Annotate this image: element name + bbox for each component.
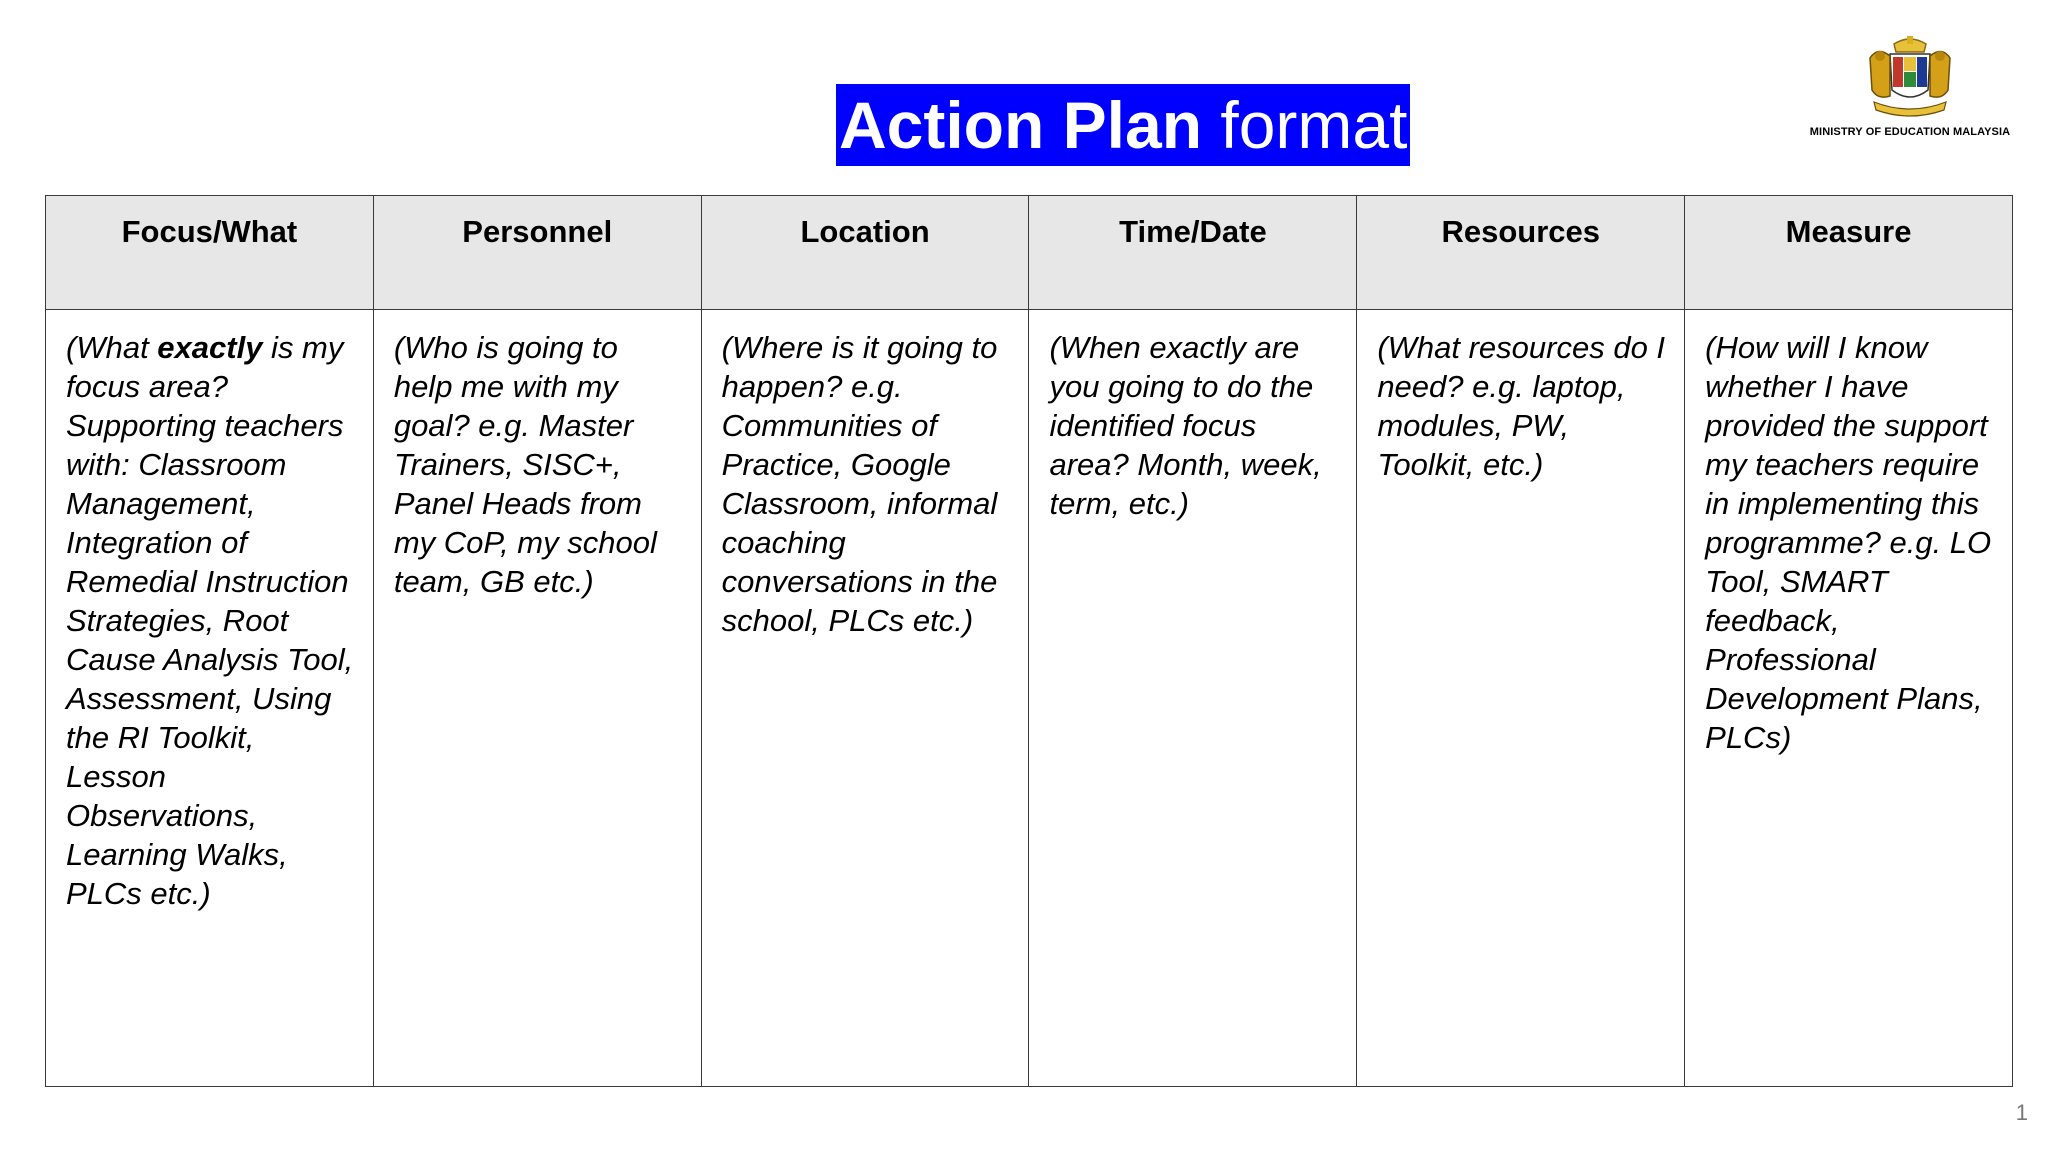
- header-personnel: Personnel: [373, 196, 701, 310]
- header-time-date: Time/Date: [1029, 196, 1357, 310]
- logo-caption: MINISTRY OF EDUCATION MALAYSIA: [1809, 126, 2011, 138]
- header-resources: Resources: [1357, 196, 1685, 310]
- cell-focus-pre: (What: [66, 330, 158, 365]
- cell-focus: [46, 310, 374, 1087]
- title-rest: format: [1220, 88, 1408, 162]
- cell-personnel: (Who is going to help me with my goal? e.g. Master Trainers, SISC+, Panel Heads from my CoP, my school team, GB etc.): [373, 310, 701, 1087]
- header-measure: Measure: [1685, 196, 2013, 310]
- cell-focus-post: is my focus area? Supporting teachers with: Classroom Management, Integration of Remedial Instruction Strategies, Root Cause Analysis Tool, Assessment, Using the RI Toolkit, Lesson Observations, Learning Walks, PLCs etc.): [66, 330, 354, 911]
- action-plan-table: [45, 195, 2013, 1087]
- cell-measure: (How will I know whether I have provided the support my teachers require in implementing this programme? e.g. LO Tool, SMART feedback, Professional Development Plans, PLCs): [1685, 310, 2013, 1087]
- cell-resources: (What resources do I need? e.g. laptop, modules, PW, Toolkit, etc.): [1357, 310, 1685, 1087]
- coat-of-arms-icon: [1860, 34, 1960, 122]
- header-row: [46, 196, 2013, 310]
- cell-location: (Where is it going to happen? e.g. Communities of Practice, Google Classroom, informal coaching conversations in the school, PLCs etc.): [701, 310, 1029, 1087]
- cell-focus-bold: exactly: [157, 330, 263, 365]
- table-row: [46, 310, 2013, 1087]
- cell-time-date: (When exactly are you going to do the identified focus area? Month, week, term, etc.): [1029, 310, 1357, 1087]
- ministry-logo: [1800, 30, 2020, 148]
- title-bold: Action Plan: [839, 88, 1203, 162]
- header-location: Location: [701, 196, 1029, 310]
- page-title: [836, 84, 1410, 166]
- page-number: 1: [2015, 1100, 2028, 1125]
- header-focus: Focus/What: [46, 196, 374, 310]
